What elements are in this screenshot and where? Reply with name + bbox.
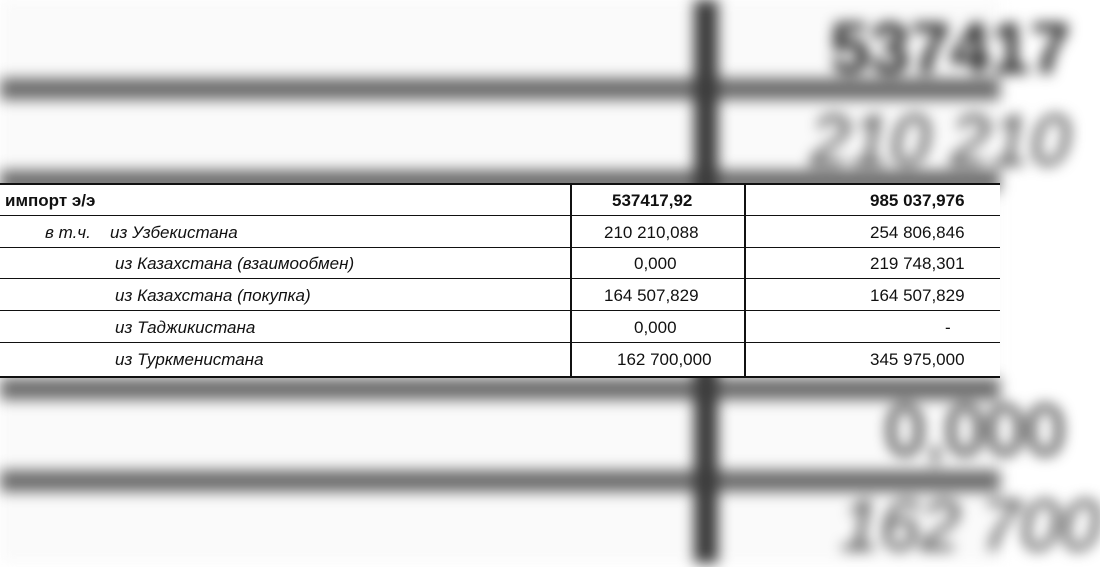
data-table <box>0 183 1000 378</box>
bg-number: 537417 <box>830 9 1071 89</box>
table-row <box>0 248 1000 279</box>
table-row <box>0 280 1000 311</box>
value-col2: 219 748,301 <box>870 254 965 273</box>
row-prefix: в т.ч. <box>45 223 91 242</box>
bg-row-line <box>0 378 1000 400</box>
bg-number: 162 700 <box>840 486 1100 566</box>
value-col1: 0,000 <box>634 318 677 337</box>
row-label: из Узбекистана <box>110 223 238 242</box>
row-label: из Туркменистана <box>115 350 264 369</box>
value-col1: 0,000 <box>634 254 677 273</box>
row-label: из Казахстана (покупка) <box>115 286 311 305</box>
value-col2: 345 975,000 <box>870 350 965 369</box>
row-label: импорт э/э <box>5 191 96 210</box>
bg-number: 0,000 <box>885 391 1066 471</box>
bg-number: 210 210 <box>810 101 1071 181</box>
table-row <box>0 185 1000 216</box>
table-row <box>0 217 1000 248</box>
value-col2: 164 507,829 <box>870 286 965 305</box>
value-col1: 210 210,088 <box>604 223 699 242</box>
table-row <box>0 344 1000 375</box>
row-label: из Казахстана (взаимообмен) <box>115 254 355 273</box>
value-col2: 985 037,976 <box>870 191 965 210</box>
value-col2: 254 806,846 <box>870 223 965 242</box>
table-row <box>0 312 1000 343</box>
value-col1: 164 507,829 <box>604 286 699 305</box>
value-col2: - <box>945 318 951 337</box>
value-col1: 537417,92 <box>612 191 693 210</box>
value-col1: 162 700,000 <box>617 350 712 369</box>
row-label: из Таджикистана <box>115 318 256 337</box>
